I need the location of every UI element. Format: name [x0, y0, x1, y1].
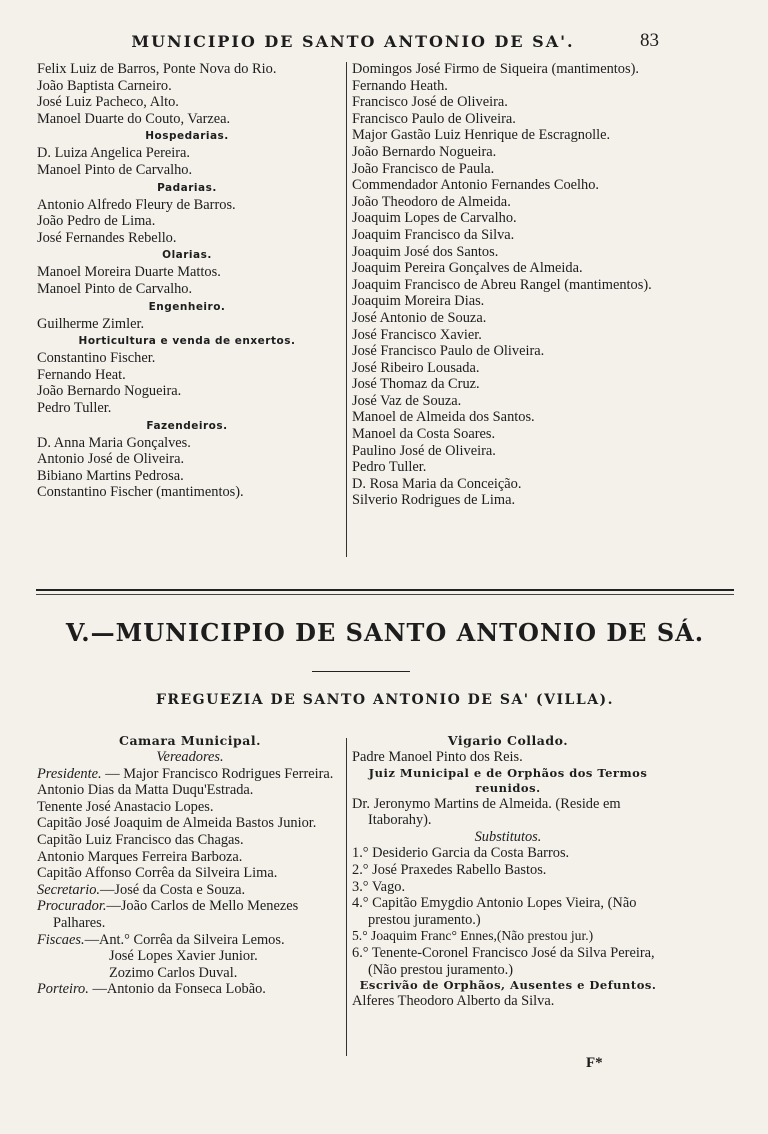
right-column-upper — [352, 61, 664, 509]
list-item: Bibiano Martins Pedrosa. — [37, 467, 184, 484]
substitutos-heading: Substitutos. — [474, 828, 542, 845]
list-item: Manoel Pinto de Carvalho. — [37, 161, 193, 178]
list-item: José Thomaz da Cruz. — [352, 376, 480, 393]
fiscaes-entry — [37, 932, 343, 949]
vigario-name: Padre Manoel Pinto dos Reis. — [352, 749, 523, 765]
section-divider-thick — [36, 589, 734, 591]
porteiro-name: —Antonio da Fonseca Lobão. — [92, 981, 266, 998]
column-divider-top — [346, 62, 347, 557]
list-item: João Bernardo Nogueira. — [37, 383, 182, 400]
running-head: MUNICIPIO DE SANTO ANTONIO DE SA'. — [131, 32, 575, 51]
list-item: D. Luiza Angelica Pereira. — [37, 145, 191, 162]
list-item: Pedro Tuller. — [37, 399, 112, 416]
secretario-label: Secretario. — [37, 881, 101, 898]
fiscal-name: José Lopes Xavier Junior. — [109, 948, 258, 965]
secretario-entry — [37, 882, 343, 899]
list-item: Antonio Marques Ferreira Barboza. — [37, 848, 243, 865]
list-item: José Ribeiro Lousada. — [352, 359, 480, 376]
list-item: João Pedro de Lima. — [37, 213, 156, 230]
escrivao-heading: Escrivão de Orphãos, Ausentes e Defuntos. — [359, 978, 657, 993]
list-item: Francisco José de Oliveira. — [352, 94, 508, 111]
list-item: 4.° Capitão Emygdio Antonio Lopes Vieira, (Não prestou juramento.) — [352, 895, 637, 928]
list-item: Capitão José Joaquim de Almeida Bastos Junior. — [37, 815, 317, 832]
list-item: Joaquim Francisco de Abreu Rangel (mantimentos). — [352, 276, 652, 293]
list-item: Tenente José Anastacio Lopes. — [37, 798, 214, 815]
presidente-name: — Major Francisco Rodrigues Ferreira. — [105, 765, 334, 782]
list-item: D. Rosa Maria da Conceição. — [352, 475, 522, 492]
list-item: José Antonio de Souza. — [352, 309, 487, 326]
list-item: Joaquim José dos Santos. — [352, 243, 499, 260]
list-item: João Bernardo Nogueira. — [352, 143, 497, 160]
list-item: Paulino José de Oliveira. — [352, 442, 496, 459]
procurador-name: —João Carlos de Mello Menezes Palhares. — [53, 898, 299, 931]
list-item: Joaquim Lopes de Carvalho. — [352, 210, 517, 227]
list-item: José Francisco Xavier. — [352, 326, 482, 343]
list-item: 6.° Tenente-Coronel Francisco José da Silva Pereira, (Não prestou juramento.) — [352, 944, 655, 978]
section-title: V.—MUNICIPIO DE SANTO ANTONIO DE SÁ. — [65, 618, 705, 647]
parish-title: FREGUEZIA DE SANTO ANTONIO DE SA' (VILLA). — [155, 692, 615, 708]
procurador-label: Procurador. — [37, 898, 107, 915]
list-item: Silverio Rodrigues de Lima. — [352, 492, 516, 509]
list-item: Antonio Alfredo Fleury de Barros. — [37, 196, 236, 213]
list-item: Manoel da Costa Soares. — [352, 426, 496, 443]
porteiro-label: Porteiro. — [37, 981, 89, 998]
list-item: 5.° Joaquim Franc° Ennes,(Não prestou jur.) — [352, 928, 594, 944]
section-heading-fazendeiros: Fazendeiros. — [146, 419, 228, 432]
presidente-label: Presidente. — [37, 765, 102, 782]
juiz-name: Dr. Jeronymo Martins de Almeida. (Reside em Itaborahy). — [352, 795, 621, 829]
list-item: Constantino Fischer (mantimentos). — [37, 484, 244, 501]
procurador-entry — [37, 898, 343, 931]
section-heading-hospedarias: Hospedarias. — [145, 130, 229, 143]
list-item: D. Anna Maria Gonçalves. — [37, 434, 191, 451]
list-item: José Francisco Paulo de Oliveira. — [352, 343, 545, 360]
list-item: Manoel Moreira Duarte Mattos. — [37, 264, 221, 281]
vigario-heading: Vigario Collado. — [447, 733, 569, 748]
list-item: 2.° José Praxedes Rabello Bastos. — [352, 861, 547, 878]
escrivao-name: Alferes Theodoro Alberto da Silva. — [352, 993, 555, 1010]
list-item: Joaquim Francisco da Silva. — [352, 226, 515, 243]
list-item: Capitão Affonso Corrêa da Silveira Lima. — [37, 865, 278, 882]
list-item: José Fernandes Rebello. — [37, 229, 177, 246]
section-heading-padarias: Padarias. — [157, 181, 217, 194]
list-item: Major Gastão Luiz Henrique de Escragnolle. — [352, 127, 611, 144]
fiscal-name: —Ant.° Corrêa da Silveira Lemos. — [84, 931, 285, 948]
list-item: Fernando Heath. — [352, 77, 448, 94]
page-number: 83 — [640, 30, 659, 51]
right-column-lower — [352, 732, 664, 1010]
section-heading-horticultura: Horticultura e venda de enxertos. — [78, 335, 296, 348]
list-item: Fernando Heat. — [37, 366, 126, 383]
porteiro-entry — [37, 981, 343, 998]
list-item: Commendador Antonio Fernandes Coelho. — [352, 177, 600, 194]
list-item: Manoel de Almeida dos Santos. — [352, 409, 535, 426]
list-item: 3.° Vago. — [352, 878, 406, 895]
list-item: José Vaz de Souza. — [352, 392, 462, 409]
vereadores-heading: Vereadores. — [156, 749, 224, 765]
list-item: Joaquim Pereira Gonçalves de Almeida. — [352, 260, 583, 277]
section-heading-olarias: Olarias. — [162, 249, 212, 262]
fiscal-name: Zozimo Carlos Duval. — [109, 964, 238, 981]
list-item: Manoel Duarte do Couto, Varzea. — [37, 110, 231, 127]
presidente-entry — [37, 766, 343, 783]
list-item: Manoel Pinto de Carvalho. — [37, 280, 193, 297]
left-column-upper — [37, 61, 337, 501]
list-item: Domingos José Firmo de Siqueira (mantimentos). — [352, 61, 639, 77]
signature-mark: F* — [586, 1055, 603, 1071]
juiz-heading: Juiz Municipal e de Orphãos dos Termos reunidos. — [368, 765, 648, 795]
list-item: Felix Luiz de Barros, Ponte Nova do Rio. — [37, 61, 277, 77]
list-item: João Theodoro de Almeida. — [352, 193, 511, 210]
column-divider-bottom — [346, 738, 347, 1056]
list-item: 1.° Desiderio Garcia da Costa Barros. — [352, 845, 570, 862]
title-underline — [312, 671, 410, 672]
list-item: Francisco Paulo de Oliveira. — [352, 110, 516, 127]
list-item: João Baptista Carneiro. — [37, 77, 172, 94]
list-item: Antonio Dias da Matta Duqu'Estrada. — [37, 782, 254, 799]
section-divider-thin — [36, 594, 734, 595]
list-item: João Francisco de Paula. — [352, 160, 495, 177]
camara-heading: Camara Municipal. — [119, 733, 261, 748]
list-item: Antonio José de Oliveira. — [37, 451, 185, 468]
list-item: Joaquim Moreira Dias. — [352, 293, 485, 310]
left-column-lower — [37, 732, 343, 998]
list-item: Capitão Luiz Francisco das Chagas. — [37, 831, 244, 848]
section-heading-engenheiro: Engenheiro. — [148, 300, 226, 313]
fiscaes-label: Fiscaes. — [37, 931, 85, 948]
list-item: Guilherme Zimler. — [37, 315, 145, 332]
list-item: Pedro Tuller. — [352, 459, 427, 476]
list-item: Constantino Fischer. — [37, 350, 156, 367]
list-item: José Luiz Pacheco, Alto. — [37, 94, 179, 111]
secretario-name: —José da Costa e Souza. — [100, 881, 246, 898]
